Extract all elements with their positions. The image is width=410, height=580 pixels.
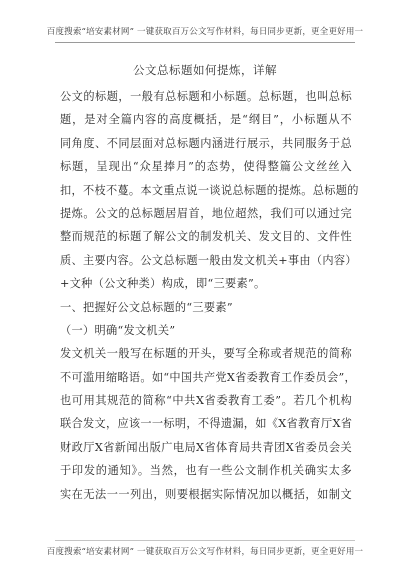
body-line: 整而规范的标题了解公文的制发机关、发文目的、文件性 [60,230,352,244]
body-line: 质、主要内容。公文总标题一般由发文机关+事由（内容） [60,253,357,267]
footer-banner: 百度搜索“培安素材网” 一键获取百万公文写作材料，每日同步更新，更全更好用一 [46,547,364,557]
body-line: 于印发的通知》。当然，也有一些公文制作机关确实太多 [60,464,352,478]
body-line: 也可用其规范的简称“中共X省委教育工委”。若几个机构 [60,394,352,408]
body-line: 公文的标题，一般有总标题和小标题。总标题，也叫总标 [60,90,352,103]
body-line: 发文机关一般写在标题的开头，要写全称或者规范的简称 [60,347,352,361]
body-line: +文种（公文种类）构成，即“三要素”。 [60,277,266,291]
body-line: 扣，不枝不蔓。本文重点说一谈说总标题的提炼。总标题的 [60,183,359,197]
body-line: 实在无法一一列出，则要根据实际情况加以概括，如制文 [60,487,352,501]
subsection-heading: （一）明确“发文机关” [60,323,176,337]
body-line: 提炼。公文的总标题居眉首，地位超然，我们可以通过完 [60,206,352,220]
body-line: 财政厅X省新闻出版广电局X省体育局共青团X省委员会关 [60,440,352,454]
body-line: 联合发文，应该一一标明，不得遗漏，如《X省教育厅X省 [60,417,353,431]
section-heading: 一、把握好公文总标题的“三要素” [60,300,233,314]
header-divider [55,42,355,43]
document-title: 公文总标题如何提炼，详解 [133,63,277,77]
body-line: 标题，呈现出“众星捧月”的态势，使得整篇公文丝丝入 [60,160,352,174]
header-banner: 百度搜索“培安素材网” 一键获取百万公文写作材料，每日同步更新，更全更好用一 [46,27,364,37]
body-line: 题，是对全篇内容的高度概括，是“纲目”，小标题从不 [60,113,352,127]
body-line: 不可滥用缩略语。如“中国共产党X省委教育工作委员会”， [60,370,357,384]
body-line: 同角度、不同层面对总标题内涵进行展示，共同服务于总 [60,136,352,150]
document-body [60,85,359,506]
footer-divider [55,540,355,541]
